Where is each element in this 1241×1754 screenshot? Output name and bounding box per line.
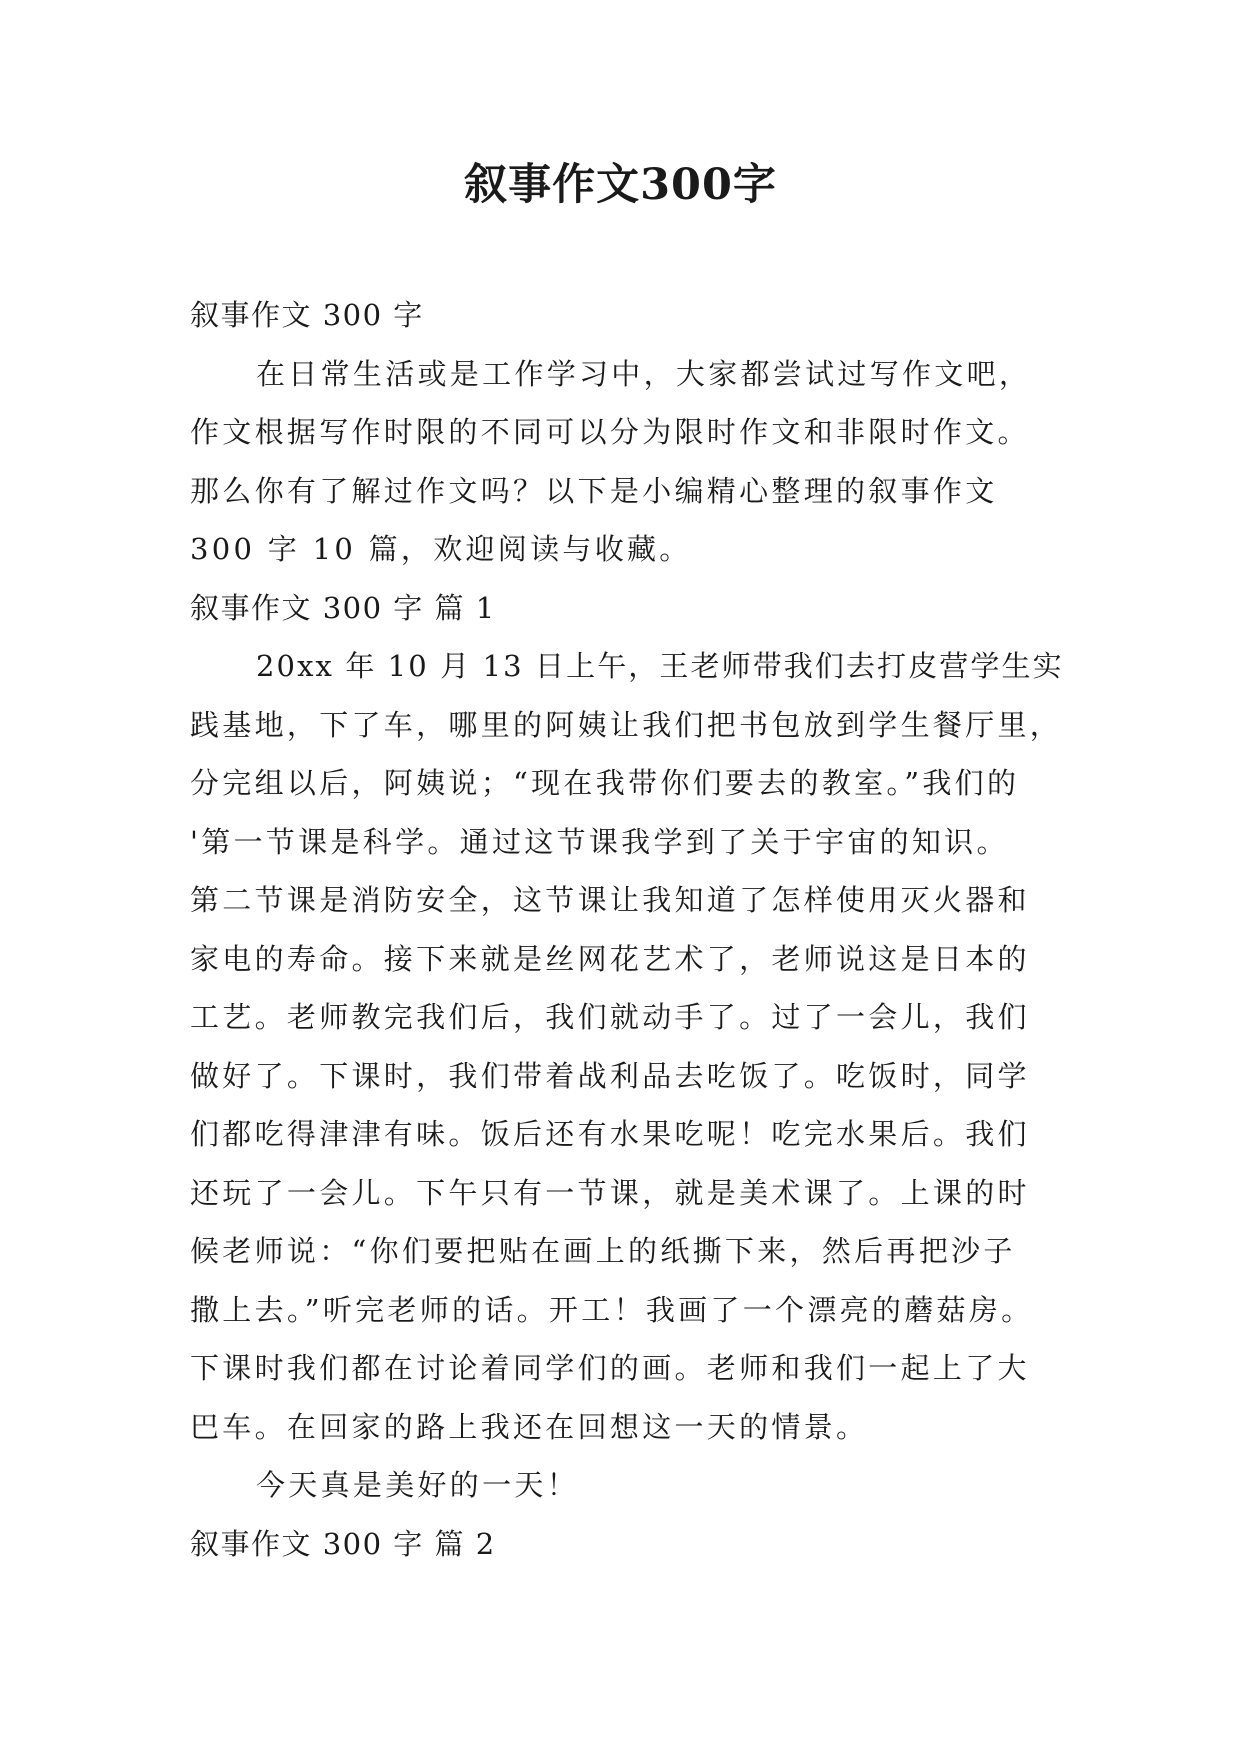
- paragraph-line: 撒上去。”听完老师的话。开工！我画了一个漂亮的蘑菇房。: [190, 1292, 1034, 1327]
- paragraph-line: 第二节课是消防安全，这节课让我知道了怎样使用灭火器和: [190, 883, 1030, 917]
- paragraph-line: 300 字 10 篇，欢迎阅读与收藏。: [190, 532, 692, 566]
- paragraph-line: 那么你有了解过作文吗？以下是小编精心整理的叙事作文: [190, 473, 998, 508]
- paragraph-line: 作文根据写作时限的不同可以分为限时作文和非限时作文。: [190, 415, 1030, 449]
- section-heading: 叙事作文 300 字 篇 2: [190, 1526, 496, 1561]
- paragraph-line: 做好了。下课时，我们带着战利品去吃饭了。吃饭时，同学: [190, 1058, 1030, 1093]
- paragraph-line: 候老师说：“你们要把贴在画上的纸撕下来，然后再把沙子: [190, 1234, 1016, 1268]
- paragraph-line: 巴车。在回家的路上我还在回想这一天的情景。: [190, 1409, 869, 1444]
- document-title: 叙事作文300字: [464, 160, 777, 210]
- paragraph-line: 下课时我们都在讨论着同学们的画。老师和我们一起上了大: [190, 1351, 1030, 1385]
- document-body: [190, 286, 1070, 1573]
- paragraph-line: 践基地，下了车，哪里的阿姨让我们把书包放到学生餐厅里，: [190, 707, 1063, 742]
- section-heading: 叙事作文 300 字: [190, 298, 424, 332]
- paragraph-line: 还玩了一会儿。下午只有一节课，就是美术课了。上课的时: [190, 1175, 1030, 1210]
- paragraph-line: 今天真是美好的一天！: [256, 1468, 580, 1502]
- paragraph-line: 工艺。老师教完我们后，我们就动手了。过了一会儿，我们: [190, 1000, 1030, 1034]
- paragraph-line: 分完组以后，阿姨说；“现在我带你们要去的教室。”我们的: [190, 766, 1020, 800]
- paragraph-line: 们都吃得津津有味。饭后还有水果吃呢！吃完水果后。我们: [190, 1117, 1030, 1151]
- section-heading: 叙事作文 300 字 篇 1: [190, 590, 496, 625]
- paragraph-line: '第一节课是科学。通过这节课我学到了关于宇宙的知识。: [190, 824, 1009, 859]
- paragraph-line: 家电的寿命。接下来就是丝网花艺术了，老师说这是日本的: [190, 941, 1030, 976]
- paragraph-line: 在日常生活或是工作学习中，大家都尝试过写作文吧，: [256, 356, 1032, 391]
- paragraph-line: 20xx 年 10 月 13 日上午，王老师带我们去打皮营学生实: [256, 649, 1064, 683]
